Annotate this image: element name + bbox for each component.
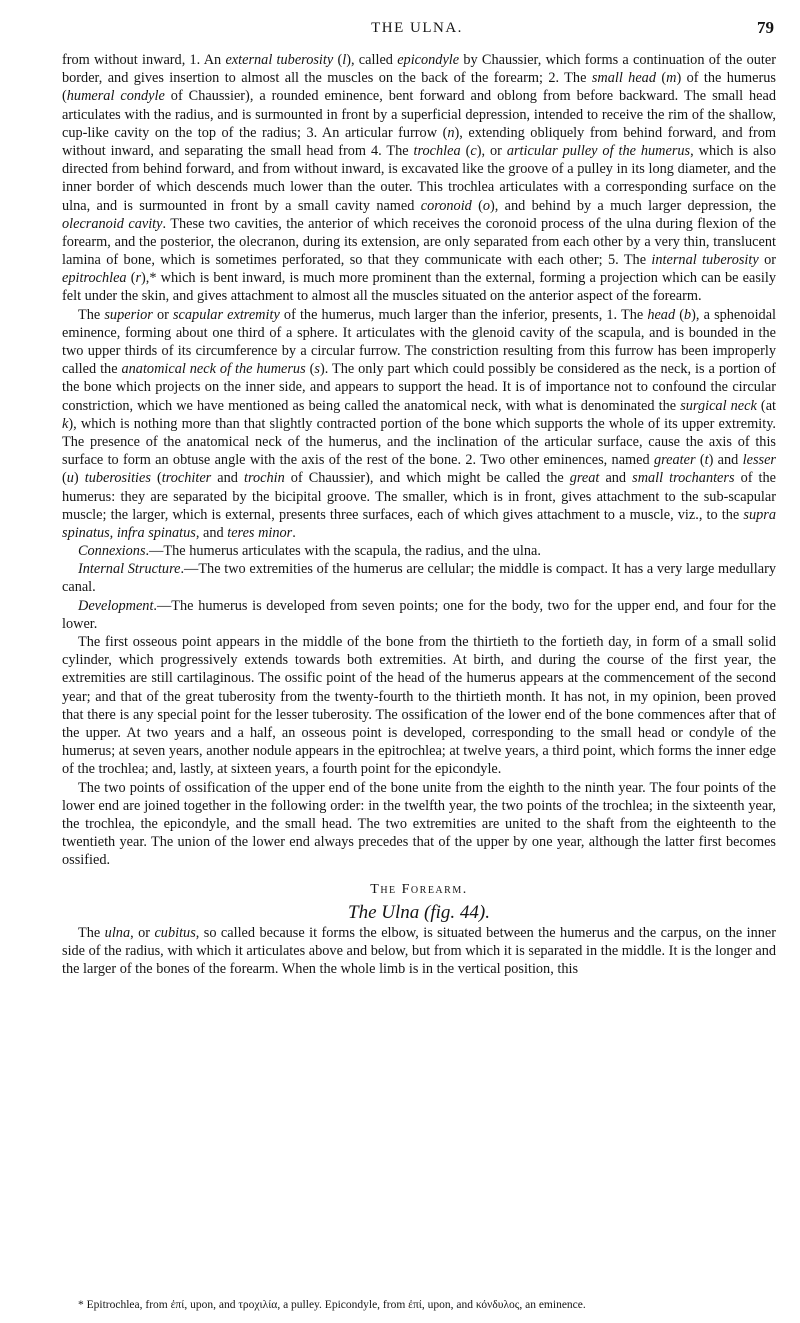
italic-run: epicondyle — [397, 52, 460, 68]
italic-run: lesser — [742, 452, 776, 469]
text-run: of the humerus, much larger than the inferior, presents, 1. The — [279, 306, 648, 323]
section-title: The Forearm. — [370, 882, 468, 898]
paragraph-connexions — [62, 542, 776, 560]
text-run: ), or — [476, 142, 507, 159]
text-run: The first osseous point appears in the middle of the bone from the thirtieth to the fortieth day, in form of a small solid cylinder, which progressively extends towards both extremities. At birth, and during the course of the first year, the extremities are still cartilaginous. The ossific point of the head of the humerus appears at the commencement of the second year; and that of the great tuberosity from the twenty-fourth to the thirtieth month. It has not, in my opinion, been proved that there is any special point for the lesser tuberosity. The ossification of the lower end of the bone commences after that of the upper. At two years and a half, an osseous point is developed, corresponding to the small head or condyle of the humerus; at seven years, another nodule appears in the epitrochlea; at twelve years, a third point, which forms the inner edge of the trochlea; and, lastly, at sixteen years, a fourth point for the epicondyle. — [62, 634, 776, 778]
text-run: and — [211, 470, 244, 487]
italic-run: Development — [78, 597, 154, 614]
italic-run: anatomical neck of the humerus — [121, 361, 306, 378]
paragraph-development — [62, 597, 776, 633]
italic-run: small trochanters — [632, 470, 735, 487]
text-run: ( — [471, 197, 483, 214]
italic-run: s — [314, 361, 320, 378]
subsection-title — [62, 901, 776, 923]
footnote: * Epitrochlea, from ἐπί, upon, and τροχιλία, a pulley. Epicondyle, from ἐπί, upon, and κόνδυλος, an eminence. — [78, 1299, 586, 1311]
italic-run: coronoid — [420, 197, 472, 214]
italic-run: k — [62, 415, 69, 432]
text-run: ). The only part which could possibly be considered as the neck, is a portion of the bone which projects on the inner side, and appears to support the head. It is of importance not to confound the circular constriction, which we have mentioned as being called the anatomical neck, with what is denominated the — [62, 361, 776, 414]
italic-run: small head — [591, 70, 656, 87]
italic-run: trochin — [243, 470, 285, 487]
italic-run: t — [704, 452, 709, 469]
figure-number: 44 — [455, 901, 479, 923]
italic-run: m — [666, 70, 677, 87]
text-run: (at — [756, 397, 777, 414]
text-run: or — [152, 306, 173, 323]
italic-run: head — [647, 306, 676, 323]
text-run: , and — [195, 524, 228, 541]
italic-run: o — [482, 197, 491, 214]
text-run: or — [758, 252, 776, 269]
text-run: ) of the humerus ( — [62, 70, 776, 105]
figure-abbrev: fig. — [430, 901, 456, 923]
text-run: , or — [130, 924, 155, 941]
text-run: . These two cavities, the anterior of which receives the coronoid process of the ulna during flexion of the forearm, and the posterior, the olecranon, during its extension, are only separated from each other by a very thin, translucent lamina of bone, which is sometimes perforated, so that they communicate with each other; 5. The — [62, 215, 776, 269]
figure-reference — [430, 902, 479, 923]
text-run: ( — [126, 270, 136, 287]
italic-run: trochlea — [413, 142, 461, 159]
text-run: The — [78, 924, 105, 941]
paragraph-internal-structure — [62, 560, 776, 596]
italic-run: trochiter — [161, 470, 212, 487]
italic-run: epitrochlea — [62, 270, 127, 287]
running-head — [60, 18, 774, 42]
text-run: ( — [695, 452, 705, 469]
italic-run: scapular extremity — [172, 306, 280, 323]
running-title: THE ULNA. — [371, 20, 463, 36]
text-run: of Chaussier), and which might be called the — [284, 470, 570, 487]
italic-run: c — [470, 142, 477, 159]
paragraph-ulna — [62, 924, 776, 979]
paragraph-lower-extremity — [62, 51, 776, 306]
italic-run: greater — [653, 452, 696, 469]
text-run: .—The two extremities of the humerus are cellular; the middle is compact. It has a very large medullary canal. — [62, 561, 776, 596]
text-run: ), a sphenoidal eminence, forming about one third of a sphere. It articulates with the glenoid cavity of the scapula, and is bounded in the two upper thirds of its circumference by a circular furrow. The constriction resulting from this furrow has been improperly called the — [62, 306, 777, 378]
text-run: , so called because it forms the elbow, is situated between the humerus and the carpus, on the inner side of the radius, with which it articulates above and below, but from which it is separated in the middle. It is the longer and the larger of the bones of the forearm. When the whole limb is in the vertical position, this — [62, 924, 776, 978]
italic-run: u — [66, 470, 74, 487]
text-run: .—The humerus articulates with the scapula, the radius, and the ulna. — [145, 543, 541, 560]
text-run: The — [78, 306, 105, 323]
text-run: ( — [655, 70, 667, 87]
text-run: ( — [150, 470, 162, 487]
italic-run: cubitus — [154, 924, 196, 941]
text-run: ( — [460, 142, 471, 159]
italic-run: olecranoid cavity — [62, 215, 163, 232]
italic-run: n — [447, 124, 455, 141]
italic-run: Internal Structure — [78, 561, 181, 578]
italic-run: articular pulley of the humerus — [506, 142, 691, 159]
text-run: The two points of ossification of the upper end of the bone unite from the eighth to the ninth year. The four points of the lower end are joined together in the following order: in the twelfth year, the two points of the trochlea; in the sixteenth year, the trochlea, the epicondyle, and the small head. The two extremities are united to the shaft from the eighteenth to the twentieth year. The union of the lower end always precedes that of the upper by one year, although the latter first becomes ossified. — [62, 779, 776, 869]
italic-run: Connexions — [78, 543, 146, 560]
text-run: and — [599, 470, 633, 487]
subsection-suffix: ). — [478, 901, 490, 923]
italic-run: teres minor — [227, 524, 293, 541]
text-run: by Chaussier, which forms a continuation of the outer border, and gives insertion to almost all the muscles on the back of the forearm; 2. The — [62, 52, 776, 87]
text-run: of Chaussier), a rounded eminence, bent forward and oblong from before backward. The small head articulates with the radius, and is surmounted in front by a superficial depression, intended to receive the rim of the shallow, cup-like cavity on the top of the radius; 3. An articular furrow ( — [62, 88, 776, 141]
subsection-prefix: The Ulna ( — [348, 901, 431, 923]
text-run: ) — [73, 470, 85, 487]
body-text — [62, 51, 776, 978]
text-run: ( — [62, 470, 67, 487]
italic-run: b — [684, 306, 692, 323]
text-run: ),* which is bent inward, is much more prominent than the external, forming a projection which can be easily felt under the skin, and gives attachment to almost all the muscles situated on the anterior aspect of the forearm. — [62, 270, 776, 305]
text-run: , which is also directed from behind forward, and from without inward, is excavated like the groove of a pulley in its long diameter, and the inner border of which descends much lower than the outer. This trochlea articulates with a corresponding surface on the ulna, and is surmounted in front by a small cavity named — [62, 142, 776, 214]
italic-run: r — [135, 270, 142, 287]
italic-run: internal tuberosity — [651, 252, 759, 269]
text-run: ( — [305, 361, 315, 378]
text-run: ( — [675, 306, 684, 323]
paragraph-ossification — [62, 633, 776, 779]
text-run: ), which is nothing more than that slightly contracted portion of the bone which supports the whole of its upper extremity. The presence of the anatomical neck of the humerus, and the inclination of the articular surface, cause the axis of this surface to form an obtuse angle with the axis of the rest of the bone. 2. Two other eminences, named — [62, 415, 776, 469]
italic-run: supra spinatus, infra spinatus — [62, 506, 776, 541]
text-run: ), extending obliquely from behind forward, and from without inward, and separating the small head from 4. The — [62, 124, 776, 159]
text-run: ), called — [346, 52, 398, 68]
text-run: .—The humerus is developed from seven points; one for the body, two for the upper end, and four for the lower. — [62, 597, 776, 632]
text-run: . — [292, 524, 296, 541]
paragraph-union — [62, 779, 776, 870]
italic-run: humeral condyle — [66, 88, 165, 105]
italic-run: great — [569, 470, 600, 487]
text-run: ( — [333, 52, 343, 68]
italic-run: surgical neck — [680, 397, 757, 414]
text-run: ), and behind by a much larger depression, the — [490, 197, 776, 214]
text-run: ) and — [708, 452, 743, 469]
text-run: of the humerus: they are separated by the bicipital groove. The smaller, which is in front, gives attachment to the sub-scapular muscle; the larger, which is external, presents three surfaces, each of which gives attachment to a muscle, viz., to the — [62, 470, 776, 523]
italic-run: l — [342, 52, 347, 68]
italic-run: tuberosities — [84, 470, 151, 487]
paragraph-superior-extremity — [62, 306, 776, 542]
italic-run: superior — [104, 306, 153, 323]
italic-run: external tuberosity — [225, 52, 334, 68]
page-number: 79 — [757, 18, 774, 37]
text-run: from without inward, 1. An — [62, 52, 226, 68]
italic-run: ulna — [104, 924, 131, 941]
